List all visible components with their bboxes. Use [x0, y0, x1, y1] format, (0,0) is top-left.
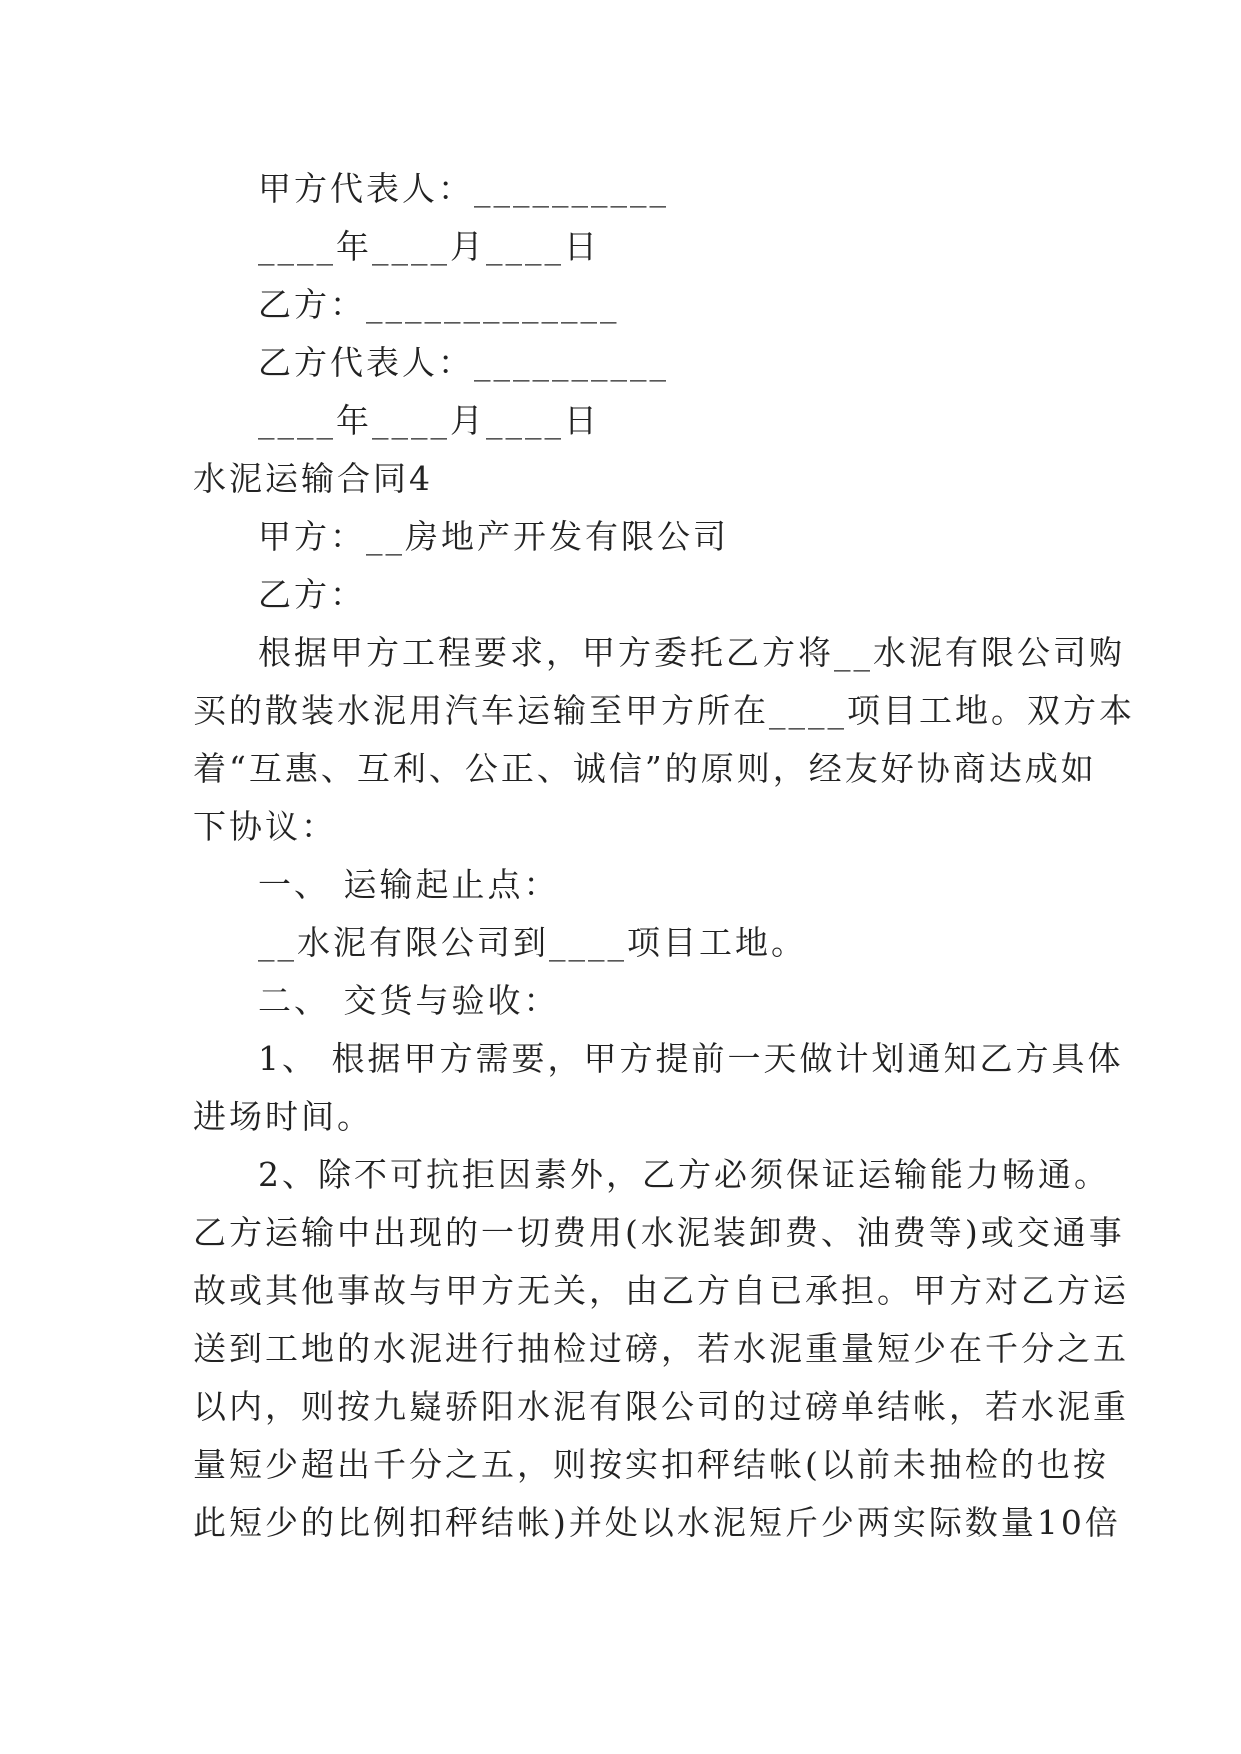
party-b-line: 乙方：_____________ — [258, 285, 620, 324]
paragraph-line: 故或其他事故与甲方无关，由乙方自已承担。甲方对乙方运 — [193, 1271, 1129, 1310]
paragraph-line: 下协议： — [193, 807, 337, 846]
paragraph-line: 乙方运输中出现的一切费用(水泥装卸费、油费等)或交通事 — [193, 1213, 1125, 1252]
paragraph-line: 2、除不可抗拒因素外，乙方必须保证运输能力畅通。 — [258, 1155, 1110, 1194]
party-a-representative-line: 甲方代表人：__________ — [258, 169, 669, 208]
contract-title: 水泥运输合同4 — [193, 459, 433, 498]
party-b-date-line: ____年____月____日 — [258, 401, 600, 440]
paragraph-line: 根据甲方工程要求，甲方委托乙方将__水泥有限公司购 — [258, 633, 1125, 672]
paragraph-line: 此短少的比例扣秤结帐)并处以水泥短斤少两实际数量10倍 — [193, 1503, 1121, 1542]
paragraph-line: 着“互惠、互利、公正、诚信”的原则，经友好协商达成如 — [193, 749, 1097, 788]
section-1-body: __水泥有限公司到____项目工地。 — [258, 923, 807, 962]
section-2-heading: 二、 交货与验收： — [258, 981, 560, 1020]
intro-paragraph — [193, 624, 1135, 856]
paragraph-line: 买的散装水泥用汽车运输至甲方所在____项目工地。双方本 — [193, 691, 1135, 730]
item-2-paragraph — [193, 1146, 1129, 1552]
section-1-heading: 一、 运输起止点： — [258, 865, 560, 904]
document-content — [193, 160, 1135, 1552]
item-1-paragraph — [193, 1030, 1124, 1146]
party-a-name: 甲方：__房地产开发有限公司 — [258, 517, 729, 556]
party-a-date-line: ____年____月____日 — [258, 227, 600, 266]
party-b-representative-line: 乙方代表人：__________ — [258, 343, 669, 382]
paragraph-line: 1、 根据甲方需要，甲方提前一天做计划通知乙方具体 — [258, 1039, 1124, 1078]
paragraph-line: 送到工地的水泥进行抽检过磅，若水泥重量短少在千分之五 — [193, 1329, 1129, 1368]
paragraph-line: 进场时间。 — [193, 1097, 373, 1136]
party-b-name: 乙方： — [258, 575, 366, 614]
paragraph-line: 量短少超出千分之五，则按实扣秤结帐(以前未抽检的也按 — [193, 1445, 1109, 1484]
paragraph-line: 以内，则按九嶷骄阳水泥有限公司的过磅单结帐，若水泥重 — [193, 1387, 1129, 1426]
